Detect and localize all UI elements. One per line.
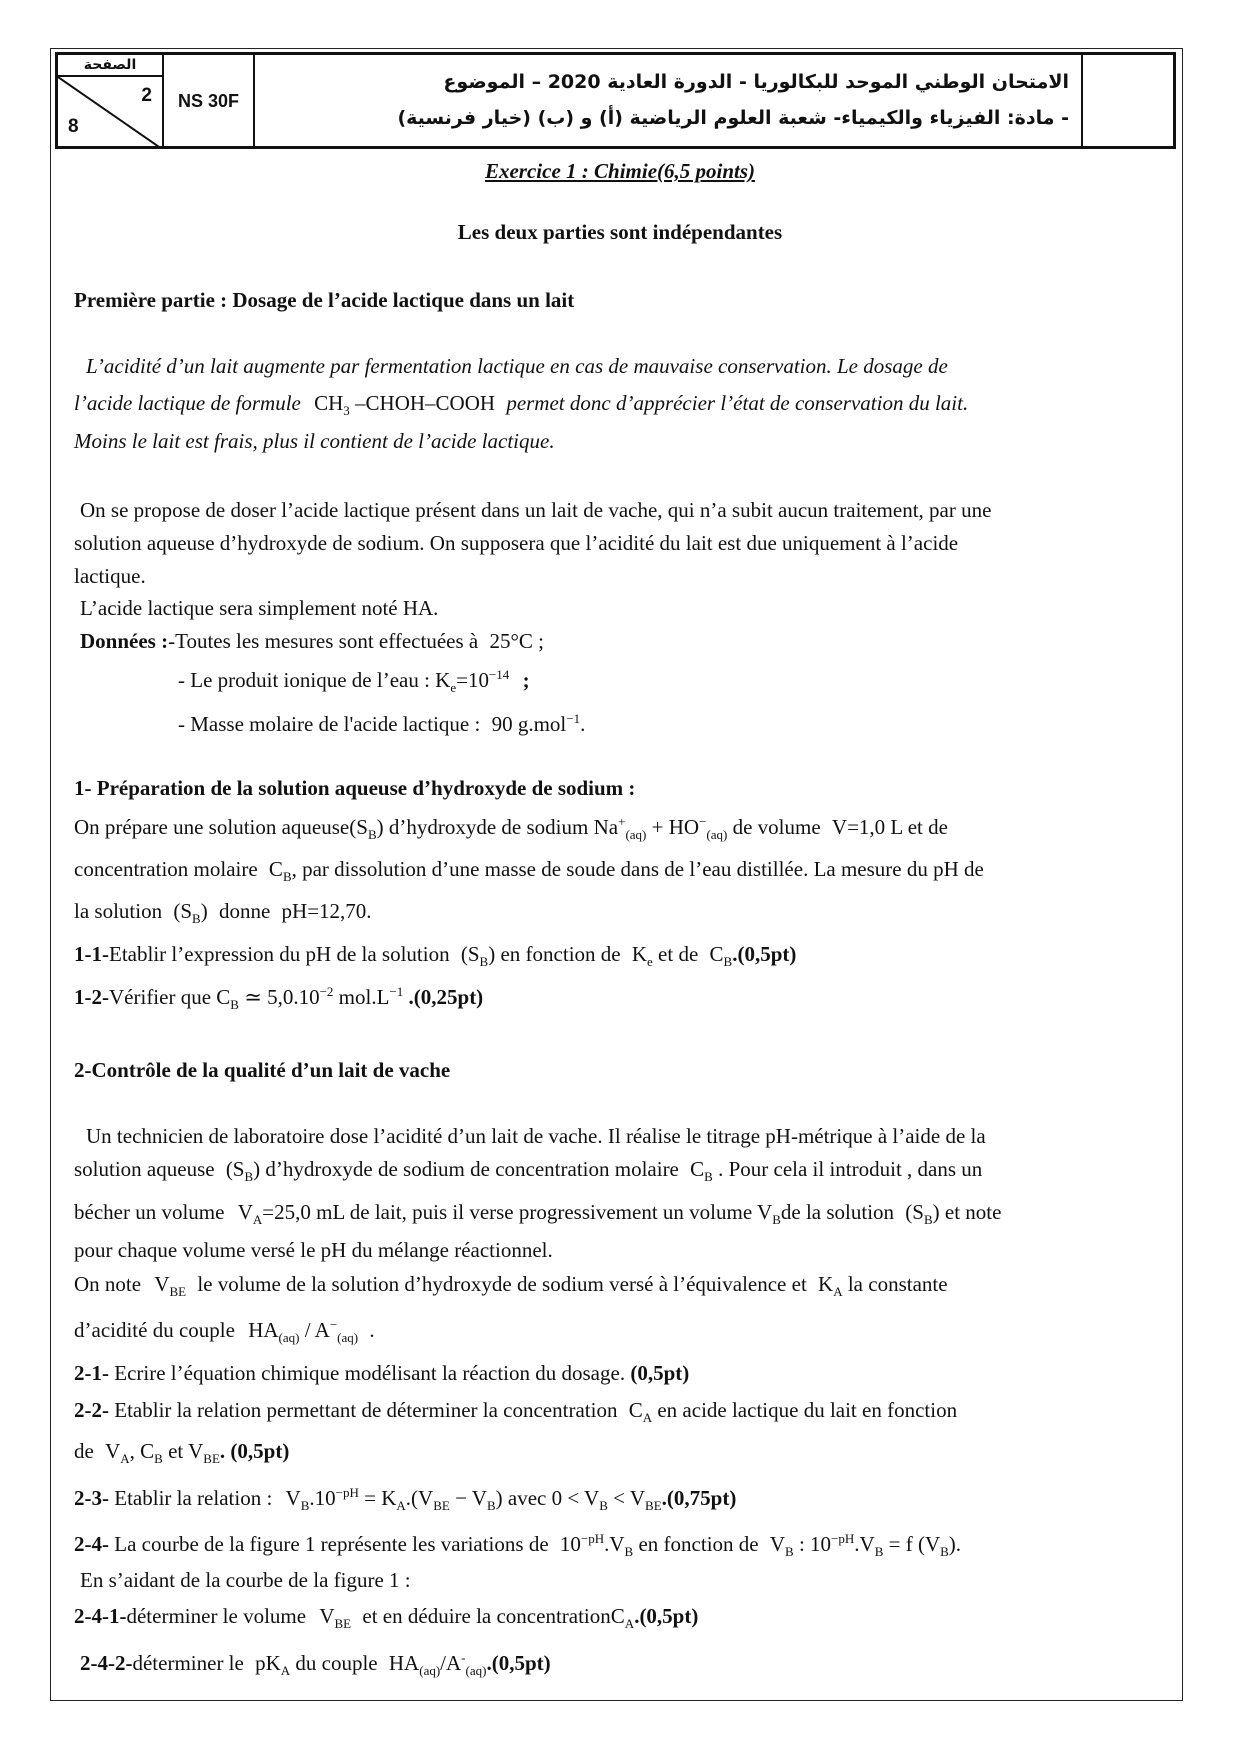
section2-para-line5: On note $V_{BE}$ le volume de la solution d’hydroxyde de sodium versé à l’équivalence et $K_A$ la constante	[74, 1272, 948, 1300]
exam-title-cell	[255, 55, 1083, 146]
question-1-1: 1-1-Etablir l’expression du pH de la solution $(S_B)$ en fonction de $K_e$ et de $C_B.(0,5pt)$	[74, 942, 797, 970]
para-line1: On se propose de doser l’acide lactique présent dans un lait de vache, qui n’a subit aucun traitement, par une	[80, 498, 992, 522]
section1-line3: la solution $(S_B)$ donne pH=12,70.	[74, 899, 372, 927]
question-2-4-1: 2-4-1-déterminer le volume $V_{BE}$ et en déduire la concentrationC$_A$.(0,5pt)	[74, 1604, 699, 1632]
question-1-2: 1-2-Vérifier que $C_B$ ≃ $5,0.10^{-2}$ $mol.L^{-1}$ .(0,25pt)	[74, 984, 484, 1013]
section2-para-line3: bécher un volume $V_A=25,0$ mL de lait, puis il verse progressivement un volume $V_Bde$ la solution $(S_B)$ et note	[74, 1200, 1002, 1228]
section1-title: 1- Préparation de la solution aqueuse d’hydroxyde de sodium :	[74, 776, 636, 800]
data-line2: - Le produit ionique de l’eau : $K_e=10^{-14}$ ;	[178, 667, 530, 696]
data-line1: Données :-Toutes les mesures sont effectuées à 25°C ;	[80, 629, 544, 653]
question-2-3: 2-3- Etablir la relation : $V_B.10^{-pH} = K_A.(V_{BE} - V_B)$ avec $0 < V_B < V_{BE}.(0,75pt)$	[74, 1485, 737, 1514]
para-line2: solution aqueuse d’hydroxyde de sodium. On supposera que l’acidité du lait est due uniquement à l’acide	[74, 531, 959, 555]
question-2-4-line2: En s’aidant de la courbe de la figure 1 :	[80, 1568, 411, 1592]
exam-code: NS 30F	[177, 91, 240, 111]
section1-line1: On prépare une solution $aqueuse(S_B)$ d’hydroxyde de sodium $Na^+_{(aq)} + HO^-_{(aq)}$ de volume V=1,0 L et de	[74, 814, 948, 843]
section2-para-line1: Un technicien de laboratoire dose l’acidité d’un lait de vache. Il réalise le titrage pH-métrique à l’aide de la	[86, 1124, 986, 1148]
exercise-subtitle: Les deux parties sont indépendantes	[457, 220, 783, 244]
part1-title: Première partie : Dosage de l’acide lactique dans un lait	[74, 288, 575, 312]
exam-title-line1: الامتحان الوطني الموحد للبكالوريا - الدورة العادية 2020 – الموضوع	[443, 71, 1069, 93]
page-label: الصفحة	[58, 55, 162, 77]
question-2-2: 2-2- Etablir la relation permettant de déterminer la concentration $C_A$ en acide lactique du lait en fonction	[74, 1398, 958, 1426]
exercise-title: Exercice 1 : Chimie(6,5 points)	[484, 159, 756, 183]
section2-para-line4: pour chaque volume versé le pH du mélange réactionnel.	[74, 1238, 553, 1262]
data-line3: - Masse molaire de l'acide lactique : 90 g.mol$^{-1}$.	[178, 711, 586, 736]
exam-code-cell	[164, 55, 255, 146]
question-2-4-2: 2-4-2-déterminer le $pK_A$ du couple $HA_{(aq)}/A^-_{(aq)}.(0,5pt)$	[80, 1650, 551, 1679]
intro-line2: l’acide lactique de formule $CH_3$ –CHOH–COOH permet donc d’apprécier l’état de conservation du lait.	[74, 391, 969, 419]
section1-line2: concentration molaire $C_B$, par dissolution d’une masse de soude dans de l’eau distillée. La mesure du pH de	[74, 857, 984, 885]
page-number-cell	[58, 55, 164, 146]
section2-para-line2: solution aqueuse $(S_B)$ d’hydroxyde de sodium de concentration molaire $C_B$ . Pour cela il introduit , dans un	[74, 1157, 983, 1185]
page-total: 8	[68, 116, 79, 137]
question-2-4: 2-4- La courbe de la figure 1 représente les variations de $10^{-pH}.V_B$ en fonction de $V_B$ : $10^{-pH}.V_B = f$ $(V_B)$.	[74, 1531, 962, 1560]
exam-header	[55, 52, 1176, 149]
question-2-2-line2: de $V_A$, $C_B$ et $V_{BE}$. (0,5pt)	[74, 1439, 290, 1467]
intro-line3: Moins le lait est frais, plus il contient de l’acide lactique.	[74, 429, 555, 453]
para-line3: lactique.	[74, 564, 146, 588]
page-number: 2	[141, 85, 152, 106]
empty-cell	[1083, 55, 1173, 146]
section2-title: 2-Contrôle de la qualité d’un lait de vache	[74, 1058, 451, 1082]
section2-para-line6: d’acidité du couple $HA_{(aq)} / A^-_{(aq)}$ .	[74, 1317, 375, 1346]
exam-title-line2: - مادة: الفيزياء والكيمياء- شعبة العلوم الرياضية (أ) و (ب) (خيار فرنسية)	[397, 107, 1069, 129]
question-2-1: 2-1- Ecrire l’équation chimique modélisant la réaction du dosage. (0,5pt)	[74, 1361, 690, 1385]
intro-line1: L’acidité d’un lait augmente par fermentation lactique en cas de mauvaise conservation. Le dosage de	[86, 354, 948, 378]
para-line4: L’acide lactique sera simplement noté HA.	[80, 596, 439, 620]
